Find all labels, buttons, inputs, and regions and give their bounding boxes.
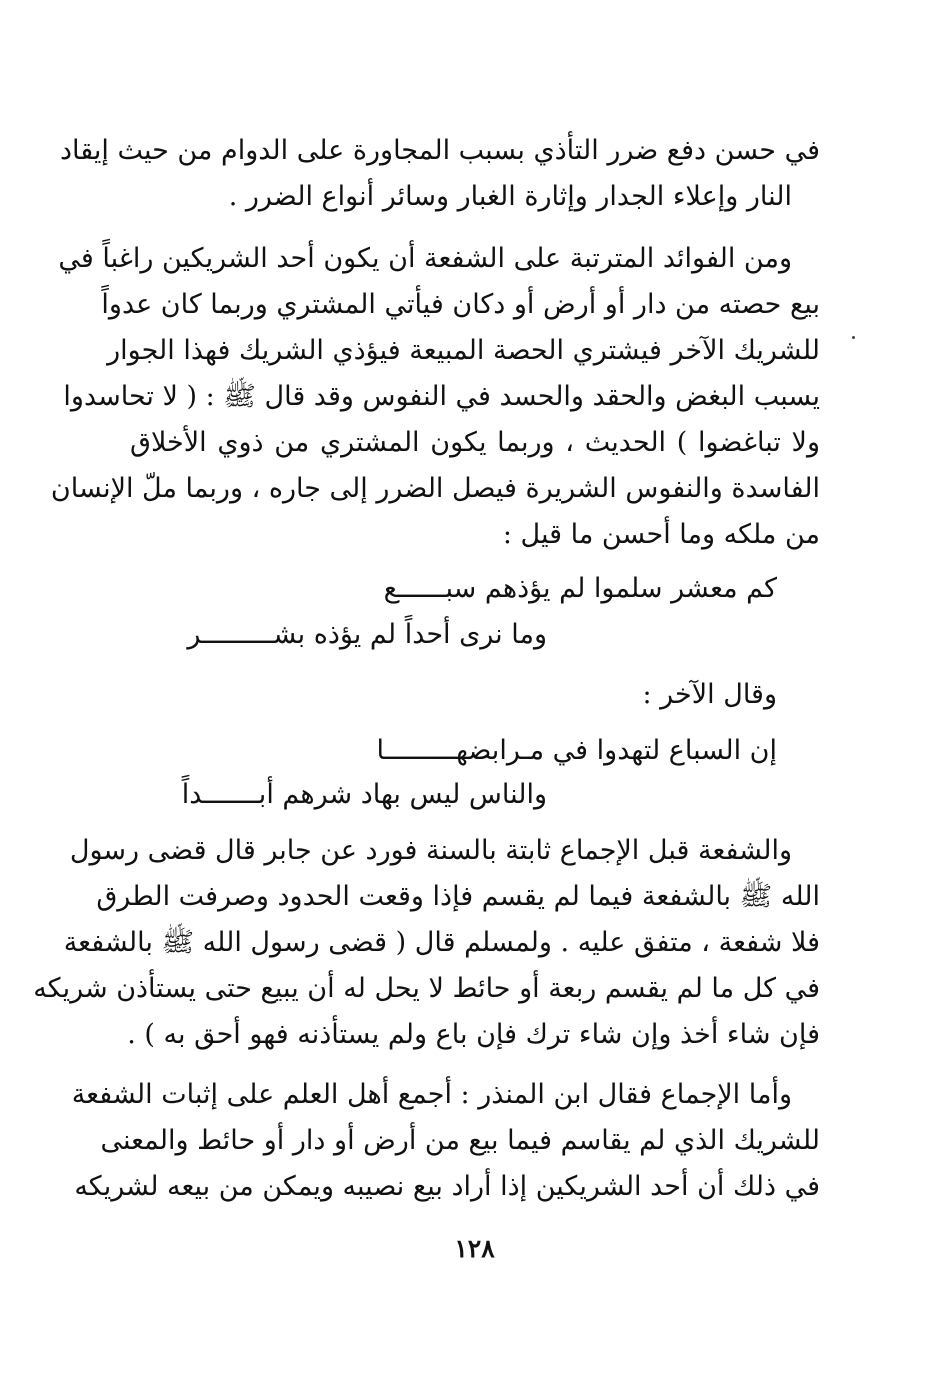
page-number: ١٢٨ xyxy=(454,1234,495,1263)
text-line: بيع حصته من دار أو أرض أو دكان فيأتي المشتري وربما كان عدواً xyxy=(101,289,820,320)
paragraph-sunnah xyxy=(33,828,820,1058)
verse-1-second-hemistich: وما نرى أحداً لم يؤذه بشـــــــــر xyxy=(187,619,547,650)
text-line: النار وإعلاء الجدار وإثارة الغبار وسائر أنواع الضرر . xyxy=(228,181,792,212)
verse-2-second-hemistich: والناس ليس بهاد شرهم أبـــــــداً xyxy=(181,779,547,810)
text-line: الله ﷺ بالشفعة فيما لم يقسم فإذا وقعت الحدود وصرفت الطرق xyxy=(96,881,820,912)
text-line: ولا تباغضوا ) الحديث ، وربما يكون المشتري من ذوي الأخلاق xyxy=(130,427,820,458)
text-line: وأما الإجماع فقال ابن المنذر : أجمع أهل العلم على إثبات الشفعة xyxy=(71,1079,792,1110)
text-line: للشريك الآخر فيشتري الحصة المبيعة فيؤذي الشريك فهذا الجوار xyxy=(107,335,820,366)
verse-2-first-hemistich: إن السباع لتهدوا في مـرابضهـــــــــا xyxy=(376,735,777,766)
text-line: فلا شفعة ، متفق عليه . ولمسلم قال ( قضى رسول الله ﷺ بالشفعة xyxy=(63,927,820,958)
text-line: فإن شاء أخذ وإن شاء ترك فإن باع ولم يستأذنه فهو أحق به ) . xyxy=(127,1019,820,1050)
paragraph-consensus xyxy=(71,1072,820,1210)
text-line: في كل ما لم يقسم ربعة أو حائط لا يحل له أن يبيع حتى يستأذن شريكه xyxy=(33,973,820,1004)
text-line: والشفعة قبل الإجماع ثابتة بالسنة فورد عن جابر قال قضى رسول xyxy=(69,835,792,866)
paragraph-continuation xyxy=(59,128,820,220)
scan-speck xyxy=(852,336,855,339)
verse-1-first-hemistich: كم معشر سلموا لم يؤذهم سبــــــع xyxy=(383,573,777,604)
text-line: ومن الفوائد المترتبة على الشفعة أن يكون أحد الشريكين راغباً في xyxy=(58,243,792,274)
verse-intro: وقال الآخر : xyxy=(642,679,777,710)
text-line: يسبب البغض والحقد والحسد في النفوس وقد قال ﷺ : ( لا تحاسدوا xyxy=(63,381,820,412)
text-line: في ذلك أن أحد الشريكين إذا أراد بيع نصيبه ويمكن من بيعه لشريكه xyxy=(74,1171,820,1202)
text-line: الفاسدة والنفوس الشريرة فيصل الضرر إلى جاره ، وربما ملّ الإنسان xyxy=(50,473,820,504)
text-line: في حسن دفع ضرر التأذي بسبب المجاورة على الدوام من حيث إيقاد xyxy=(59,135,820,166)
paragraph-benefits xyxy=(50,236,820,558)
text-line: للشريك الذي لم يقاسم فيما بيع من أرض أو دار أو حائط والمعنى xyxy=(100,1125,820,1156)
text-line: من ملكه وما أحسن ما قيل : xyxy=(502,519,820,550)
